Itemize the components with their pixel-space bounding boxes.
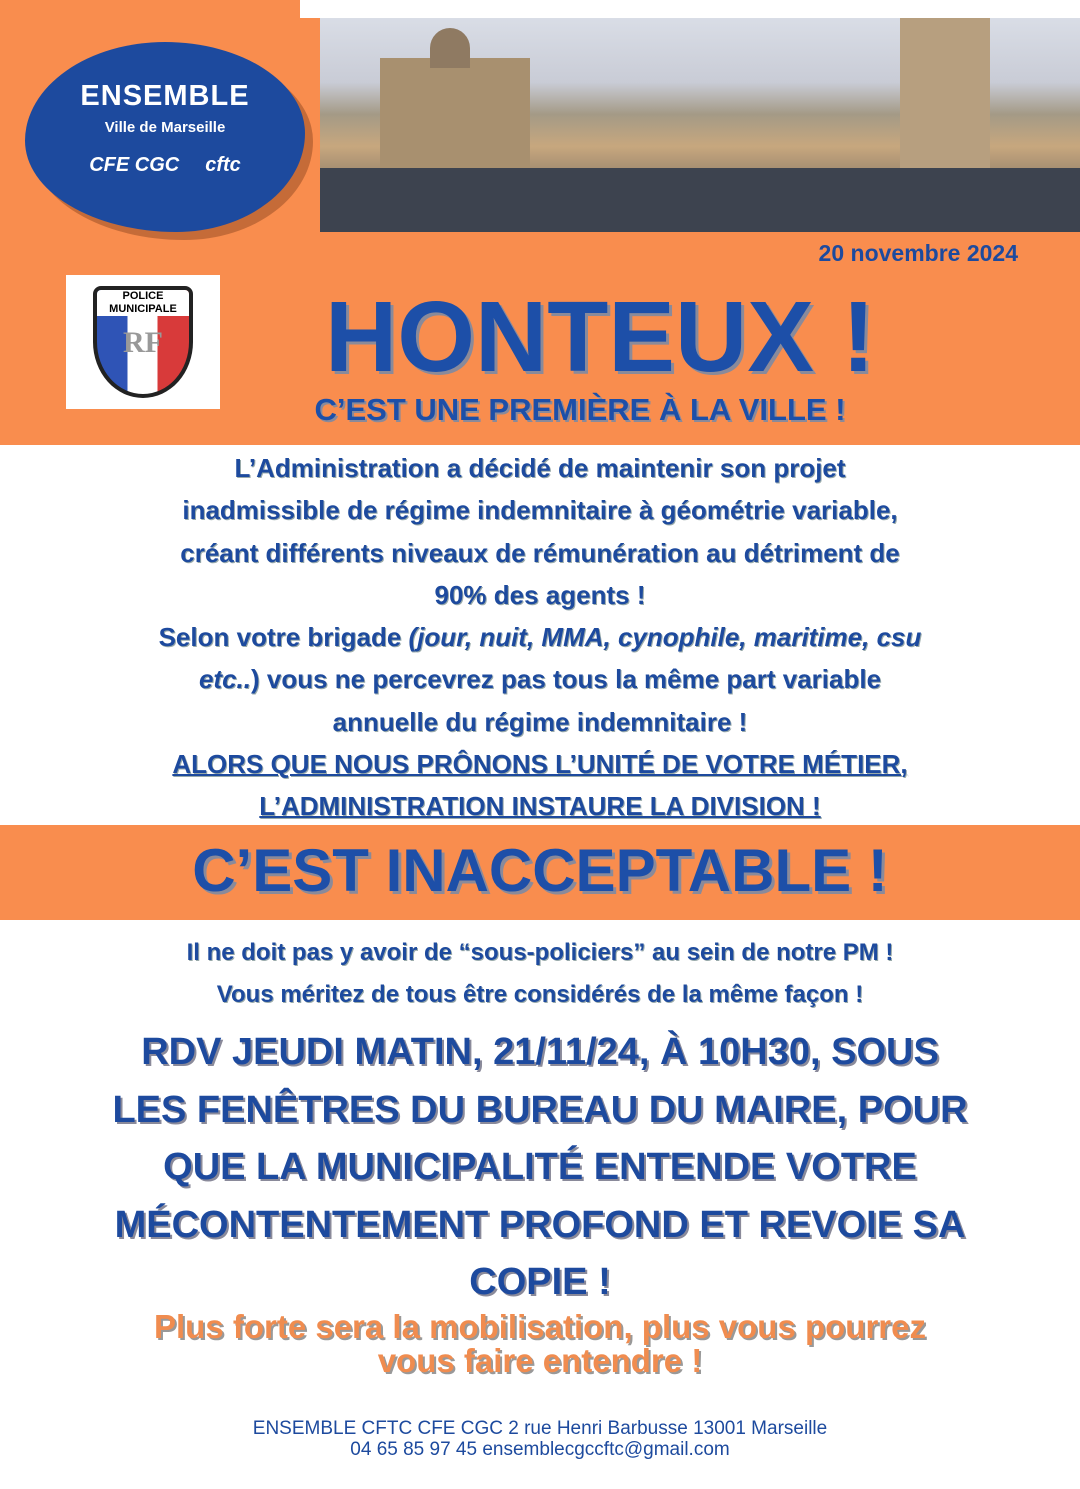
top-white-strip — [300, 0, 1080, 18]
cftc-logo: cftc — [205, 154, 241, 176]
para-text: Selon votre brigade — [158, 622, 409, 653]
marseille-cityscape-photo — [320, 18, 1080, 232]
rdv-line: QUE LA MUNICIPALITÉ ENTENDE VOTRE — [163, 1146, 917, 1188]
para-line: annuelle du régime indemnitaire ! — [332, 706, 748, 737]
footer-contact: 04 65 85 97 45 ensemblecgccftc@gmail.com — [350, 1439, 730, 1460]
para-line: 90% des agents ! — [434, 579, 646, 610]
police-municipale-badge — [66, 275, 220, 409]
cfe-cgc-logo: CFE CGC — [89, 154, 180, 176]
para-underlined: L’ADMINISTRATION INSTAURE LA DIVISION ! — [259, 791, 821, 822]
para-line: L’Administration a décidé de maintenir son projet — [234, 453, 846, 483]
badge-text-2: MUNICIPALE — [97, 303, 189, 316]
headline: HONTEUX ! — [325, 281, 875, 393]
footer-address: ENSEMBLE CFTC CFE CGC 2 rue Henri Barbusse 13001 Marseille — [252, 1418, 828, 1439]
rdv-line: LES FENÊTRES DU BUREAU DU MAIRE, POUR — [112, 1088, 968, 1131]
rdv-announcement — [0, 1024, 1080, 1312]
mobilisation-line: Plus forte sera la mobilisation, plus vous pourrez — [153, 1308, 926, 1345]
sub-line: Vous méritez de tous être considérés de la même façon ! — [216, 981, 864, 1008]
rdv-line: COPIE ! — [469, 1261, 611, 1303]
sub-text — [0, 932, 1080, 1016]
para-italic: etc.. — [198, 664, 251, 695]
badge-text-1: POLICE — [97, 290, 189, 303]
logo-subtitle: Ville de Marseille — [104, 119, 226, 136]
banner-title: C’EST INACCEPTABLE ! — [192, 837, 888, 904]
sub-line: Il ne doit pas y avoir de “sous-policiers” au sein de notre PM ! — [186, 939, 894, 966]
para-line: créant différents niveaux de rémunération au détriment de — [180, 537, 900, 568]
rdv-line: MÉCONTENTEMENT PROFOND ET REVOIE SA — [114, 1203, 966, 1246]
badge-rf: RF — [123, 326, 163, 359]
para-italic: (jour, nuit, MMA, cynophile, maritime, csu — [408, 622, 922, 653]
para-line — [0, 616, 1080, 658]
subheadline: C’EST UNE PREMIÈRE À LA VILLE ! — [314, 392, 846, 427]
mobilisation-text — [0, 1310, 1080, 1378]
footer — [0, 1418, 1080, 1460]
para-line: inadmissible de régime indemnitaire à géométrie variable, — [182, 495, 898, 526]
para-line — [0, 658, 1080, 700]
rdv-line: RDV JEUDI MATIN, 21/11/24, À 10H30, SOUS — [141, 1031, 939, 1073]
logo-title: ENSEMBLE — [80, 80, 250, 112]
para-underlined: ALORS QUE NOUS PRÔNONS L’UNITÉ DE VOTRE MÉTIER, — [172, 749, 908, 780]
para-text: ) vous ne percevrez pas tous la même part variable — [250, 664, 882, 695]
date: 20 novembre 2024 — [818, 240, 1018, 266]
mobilisation-line: vous faire entendre ! — [377, 1342, 703, 1379]
shield-icon — [93, 286, 193, 398]
main-paragraph — [0, 447, 1080, 828]
ensemble-logo — [25, 42, 305, 232]
